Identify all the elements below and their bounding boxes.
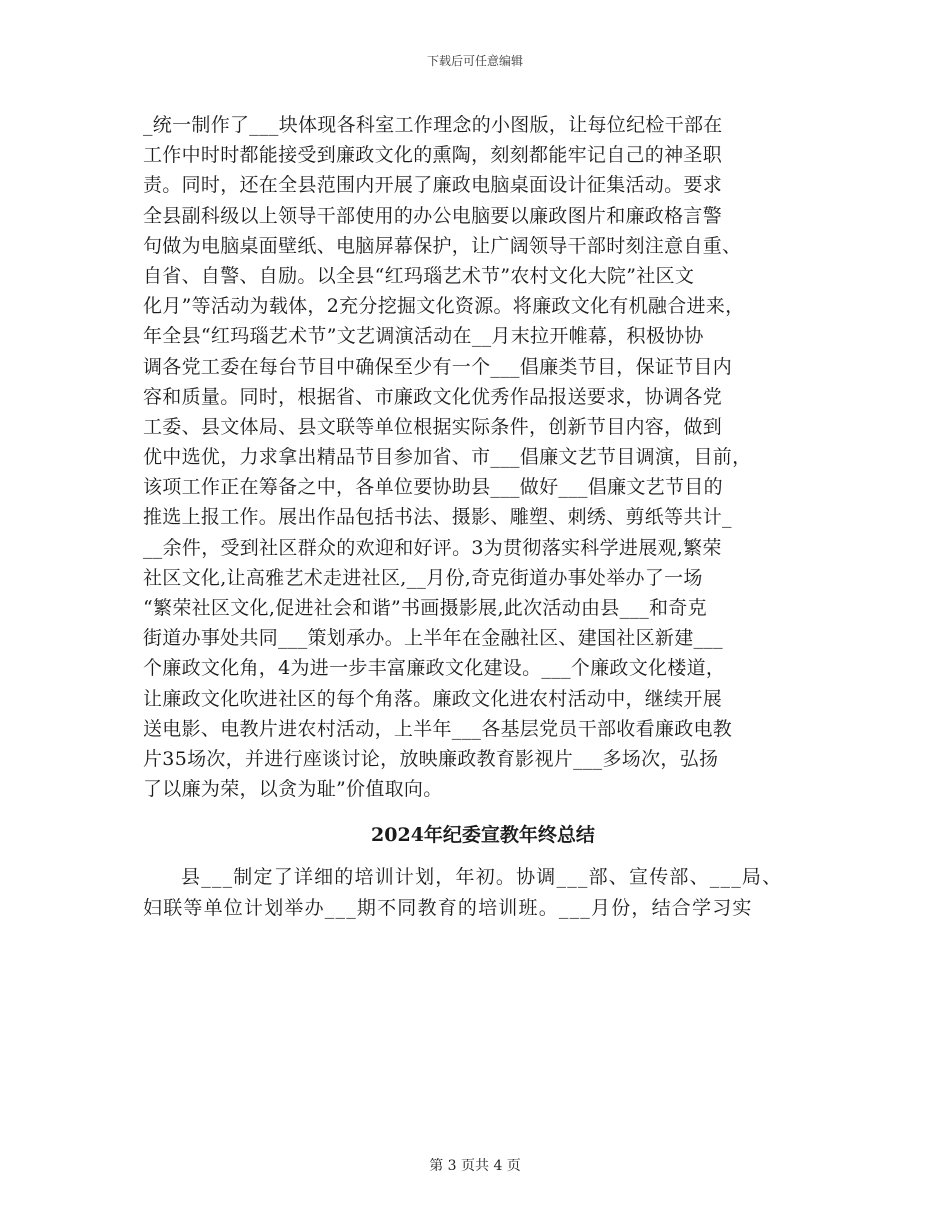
text-line: 自省、自警、自励。以全县“红玛瑙艺术节”农村文化大院”社区文 [143, 264, 695, 287]
text-line: 年全县“红玛瑙艺术节”文艺调演活动在__月末拉开帷幕，积极协协 [143, 325, 704, 348]
text-line: _统一制作了___块体现各科室工作理念的小图版，让每位纪检干部在 [143, 114, 723, 136]
text-line: 让廉政文化吹进社区的每个角落。廉政文化进农村活动中，继续开展 [143, 687, 723, 710]
text-line: 个廉政文化角，4为进一步丰富廉政文化建设。___个廉政文化楼道， [143, 657, 726, 680]
text-line: 责。同时，还在全县范围内开展了廉政电脑桌面设计征集活动。要求 [143, 174, 723, 197]
text-line: 妇联等单位计划举办___期不同教育的培训班。___月份，结合学习实 [143, 896, 753, 919]
paragraph-2 [143, 862, 823, 922]
text-line: 该项工作正在筹备之中，各单位要协助县___做好___倡廉文艺节目的 [143, 476, 723, 499]
page-number-footer: 第 3 页共 4 页 [429, 1158, 521, 1174]
text-line: 县___制定了详细的培训计划，年初。协调___部、宣传部、___局、 [181, 866, 783, 889]
text-line: 街道办事处共同___策划承办。上半年在金融社区、建国社区新建___ [143, 627, 723, 650]
text-line: “繁荣社区文化,促进社会和谐”书画摄影展,此次活动由县___和奇克 [143, 597, 707, 619]
section-title: 2024年纪委宣教年终总结 [371, 824, 595, 847]
text-line: 推选上报工作。展出作品包括书法、摄影、雕塑、刺绣、剪纸等共计_ [143, 506, 732, 529]
text-line: 片35场次，并进行座谈讨论，放映廉政教育影视片___多场次，弘扬 [143, 747, 719, 770]
document-body [143, 110, 823, 923]
text-line: 送电影、电教片进农村活动，上半年___各基层党员干部收看廉政电教 [143, 717, 733, 740]
text-line: 调各党工委在每台节目中确保至少有一个___倡廉类节目，保证节目内 [143, 355, 733, 378]
text-line: 了以廉为荣，以贪为耻”价值取向。 [143, 778, 443, 801]
text-line: 句做为电脑桌面壁纸、电脑屏幕保护，让广阔领导干部时刻注意自重、 [143, 234, 742, 257]
text-line: 化月”等活动为载体，2充分挖掘文化资源。将廉政文化有机融合进来， [143, 295, 745, 318]
text-line: __余件，受到社区群众的欢迎和好评。3为贯彻落实科学进展观,繁荣 [143, 536, 722, 559]
page-header: 下载后可任意编辑 [426, 54, 523, 68]
text-line: 容和质量。同时，根据省、市廉政文化优秀作品报送要求，协调各党 [143, 385, 723, 408]
paragraph-1 [143, 110, 823, 804]
text-line: 工委、县文体局、县文联等单位根据实际条件，创新节目内容，做到 [143, 415, 723, 438]
text-line: 社区文化,让高雅艺术走进社区,__月份,奇克街道办事处举办了一场 [143, 566, 703, 589]
text-line: 全县副科级以上领导干部使用的办公电脑要以廉政图片和廉政格言警 [143, 204, 723, 227]
text-line: 工作中时时都能接受到廉政文化的熏陶，刻刻都能牢记自己的神圣职 [143, 144, 723, 167]
text-line: 优中选优，力求拿出精品节目参加省、市___倡廉文艺节目调演，目前， [143, 446, 752, 469]
